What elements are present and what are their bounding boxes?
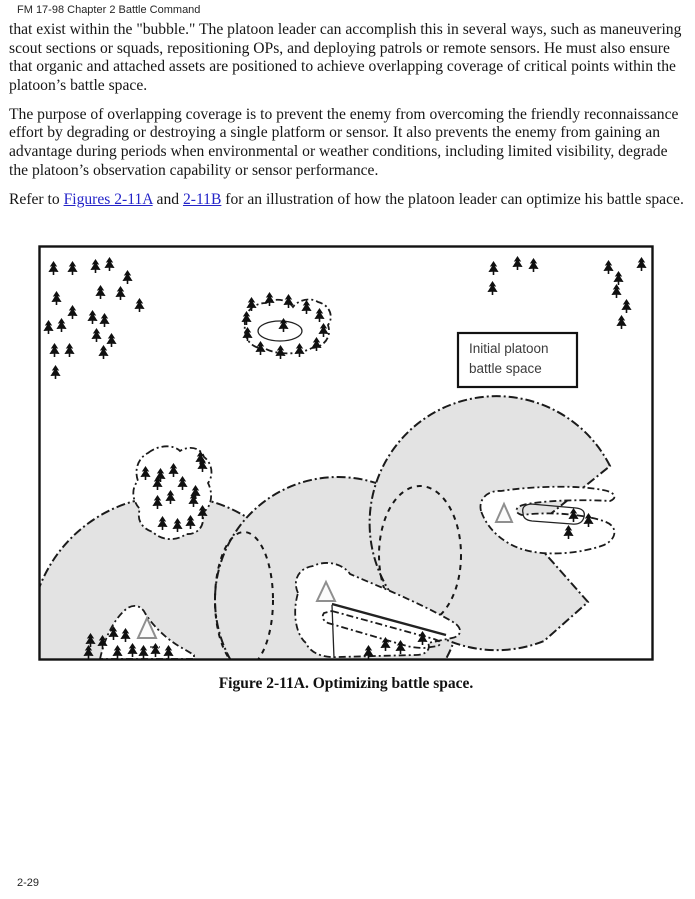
body-text (9, 21, 687, 220)
paragraph-bubble: that exist within the "bubble." The platoon leader can accomplish this in several ways, such as maneuvering scout sections or squads, repositioning OPs, and deploying patrols or remote sensors. He must also ensure that organic and attached assets are positioned to achieve overlapping coverage of critical points within the platoon’s battle space. (9, 21, 682, 94)
document-header: FM 17-98 Chapter 2 Battle Command (17, 4, 201, 16)
refer-suffix: for an illustration of how the platoon leader can optimize his battle space. (221, 190, 684, 208)
link-figure-2-11b[interactable]: 2-11B (182, 190, 222, 208)
label-line-1: Initial platoon (469, 341, 549, 356)
page-number: 2-29 (17, 877, 40, 889)
paragraph-overlapping-coverage: The purpose of overlapping coverage is to prevent the enemy from overcoming the friendly reconnaissance effort by degrading or destroying a single platform or sensor. It also prevents the enemy from gaining an advantage during periods when environmental or weather conditions, including limited visibility, degrade the platoon’s observation capability or sensor performance. (9, 105, 679, 179)
refer-middle: and (152, 190, 183, 208)
paragraph-refer (9, 191, 687, 210)
battle-space-map (38, 245, 654, 661)
label-line-2: battle space (469, 361, 542, 376)
link-figures-2-11a[interactable]: Figures 2-11A (63, 190, 153, 208)
figure-2-11a (38, 245, 654, 661)
figure-caption: Figure 2-11A. Optimizing battle space. (218, 675, 474, 692)
refer-prefix: Refer to (9, 190, 64, 208)
